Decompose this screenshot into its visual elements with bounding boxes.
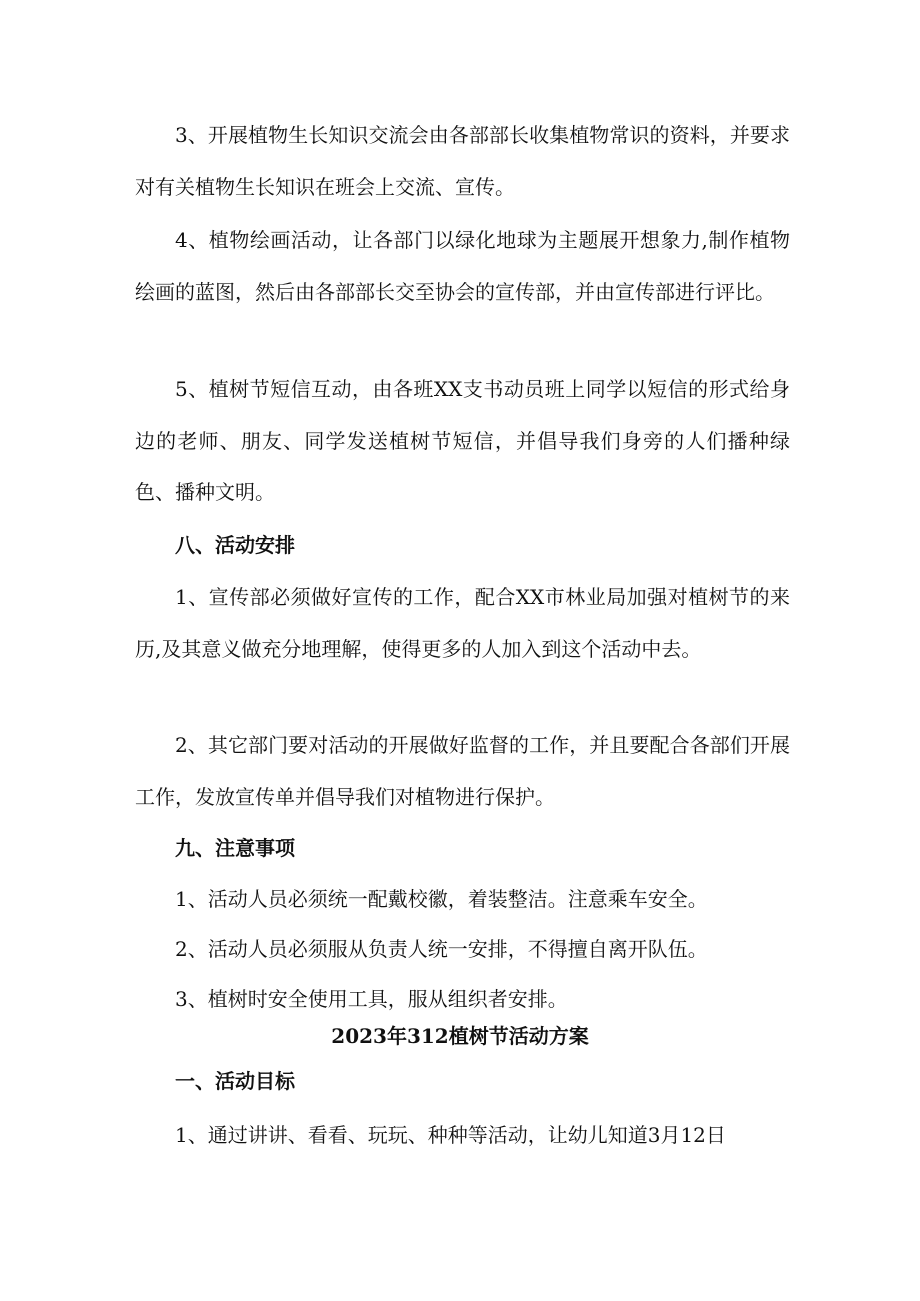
paragraph-item-5: 5、植树节短信互动，由各班XX支书动员班上同学以短信的形式给身边的老师、朋友、同学发送植树节短信，并倡导我们身旁的人们播种绿色、播种文明。: [135, 377, 790, 504]
paragraph-item-3: 3、开展植物生长知识交流会由各部部长收集植物常识的资料，并要求对有关植物生长知识在班会上交流、宣传。: [135, 123, 790, 199]
section-heading-goals: 一、活动目标: [175, 1069, 295, 1093]
paragraph-item-4: 4、植物绘画活动，让各部门以绿化地球为主题展开想象力,制作植物绘画的蓝图，然后由各部部长交至协会的宣传部，并由宣传部进行评比。: [135, 228, 790, 304]
paragraph-notes-3: 3、植树时安全使用工具，服从组织者安排。: [175, 987, 568, 1011]
paragraph-arrangement-1: 1、宣传部必须做好宣传的工作，配合XX市林业局加强对植树节的来历,及其意义做充分地理解，使得更多的人加入到这个活动中去。: [135, 585, 790, 661]
paragraph-arrangement-2: 2、其它部门要对活动的开展做好监督的工作，并且要配合各部们开展工作，发放宣传单并倡导我们对植物进行保护。: [135, 733, 790, 809]
section-heading-arrangement: 八、活动安排: [175, 533, 295, 557]
paragraph-notes-2: 2、活动人员必须服从负责人统一安排，不得擅自离开队伍。: [175, 937, 708, 961]
paragraph-goals-1: 1、通过讲讲、看看、玩玩、种种等活动，让幼儿知道3月12日: [175, 1123, 726, 1147]
paragraph-notes-1: 1、活动人员必须统一配戴校徽，着装整洁。注意乘车安全。: [175, 887, 708, 911]
document-title: 2023年312植树节活动方案: [331, 1024, 589, 1048]
section-heading-notes: 九、注意事项: [175, 836, 295, 860]
